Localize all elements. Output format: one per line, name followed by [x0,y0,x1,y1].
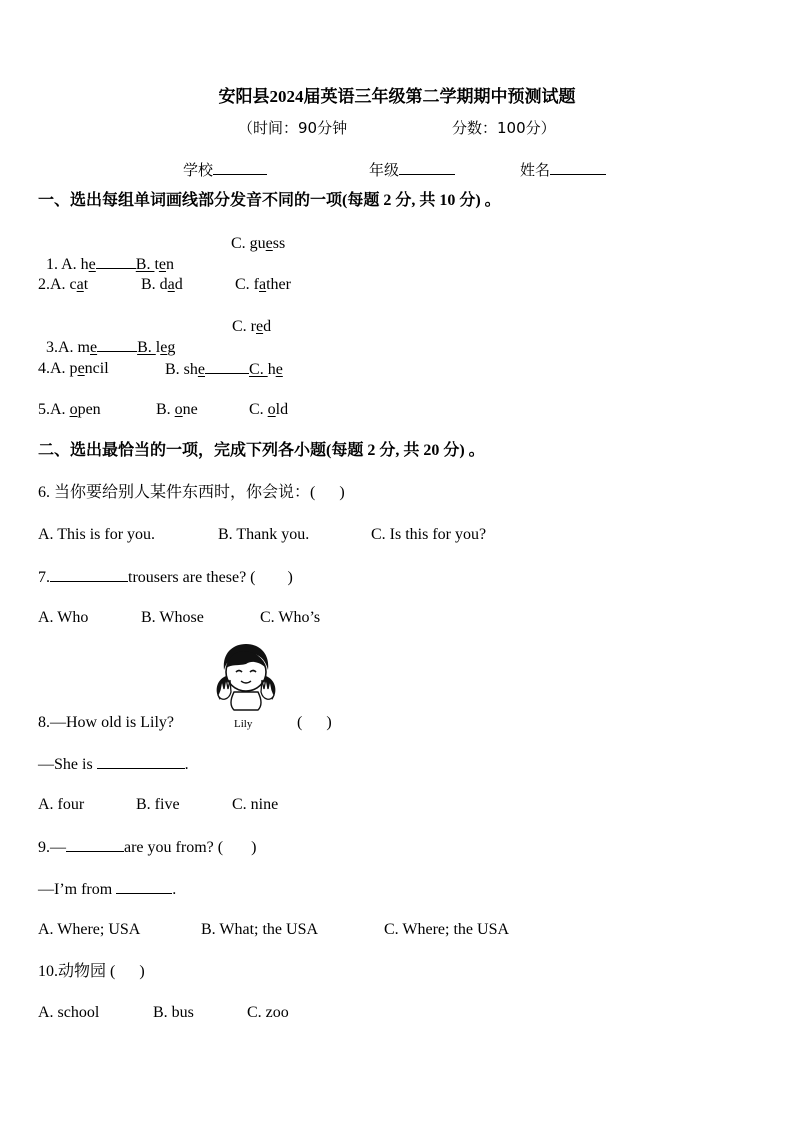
name-blank[interactable] [550,160,606,175]
option-b[interactable]: B. she C. he [165,361,283,378]
option-b[interactable]: B. dad [141,276,183,293]
option-a[interactable]: 4.A. pencil [38,360,109,377]
name-field[interactable]: 姓名 [520,160,606,180]
option-c[interactable]: C. Is this for you? [371,526,487,543]
school-blank[interactable] [213,160,267,175]
option-b[interactable]: B. What; the USA [201,921,319,938]
page-title: 安阳县2024届英语三年级第二学期期中预测试题 [218,87,576,106]
question-8-paren[interactable]: ( ) [297,714,332,731]
option-a[interactable]: A. four [38,796,85,813]
option-a[interactable]: A. school [38,1004,100,1021]
answer-blank[interactable] [50,567,128,582]
section1-heading: 一、选出每组单词画线部分发音不同的一项(每题 2 分, 共 10 分) 。 [38,192,501,209]
grade-blank[interactable] [399,160,455,175]
option-a[interactable]: A. This is for you. [38,526,156,543]
question-10-options [38,1003,289,1083]
option-c[interactable]: C. Where; the USA [384,921,510,938]
option-c[interactable]: C. guess [231,235,286,252]
lily-caption: Lily [234,718,253,730]
option-a[interactable]: 5.A. open [38,401,101,418]
option-b[interactable]: B. one [156,401,198,418]
option-c[interactable]: C. red [232,318,272,335]
option-a[interactable]: 2.A. cat [38,276,89,293]
question-7-stem: 7. trousers are these? ( ) [38,569,293,586]
question-8-answer: —She is . [38,756,189,773]
option-b[interactable]: B. bus [153,1004,194,1021]
answer-blank[interactable] [97,754,185,769]
grade-field[interactable]: 年级 [369,160,455,180]
exam-time: （时间：90分钟 [238,119,348,137]
exam-score: 分数：100分） [452,119,556,137]
option-b[interactable]: B. Whose [141,609,204,626]
option-a[interactable]: A. Where; USA [38,921,141,938]
option-c[interactable]: C. old [249,401,289,418]
question-9-stem: 9.— are you from? ( ) [38,839,257,856]
option-b[interactable]: B. five [136,796,180,813]
question-7-options [38,608,321,688]
question-1: 1. A. he B. ten C. guess [46,235,286,273]
question-6-stem: 6. 当你要给别人某件东西时，你会说：( ) [38,484,345,501]
option-c[interactable]: C. father [235,276,291,293]
question-10-stem: 10.动物园 ( ) [38,963,145,980]
option-c[interactable]: C. nine [232,796,279,813]
answer-blank[interactable] [66,837,124,852]
question-3: 3.A. me B. leg C. red [46,318,272,356]
question-9-answer: —I’m from . [38,881,177,898]
question-8-stem: 8.—How old is Lily? [38,714,174,731]
school-field[interactable]: 学校 [183,160,267,180]
option-c[interactable]: C. zoo [247,1004,289,1021]
option-b[interactable]: B. Thank you. [218,526,310,543]
section2-heading: 二、选出最恰当的一项，完成下列各小题(每题 2 分, 共 20 分) 。 [38,442,485,459]
answer-blank[interactable] [116,879,172,894]
option-c[interactable]: C. Who’s [260,609,321,626]
option-a[interactable]: A. Who [38,609,89,626]
